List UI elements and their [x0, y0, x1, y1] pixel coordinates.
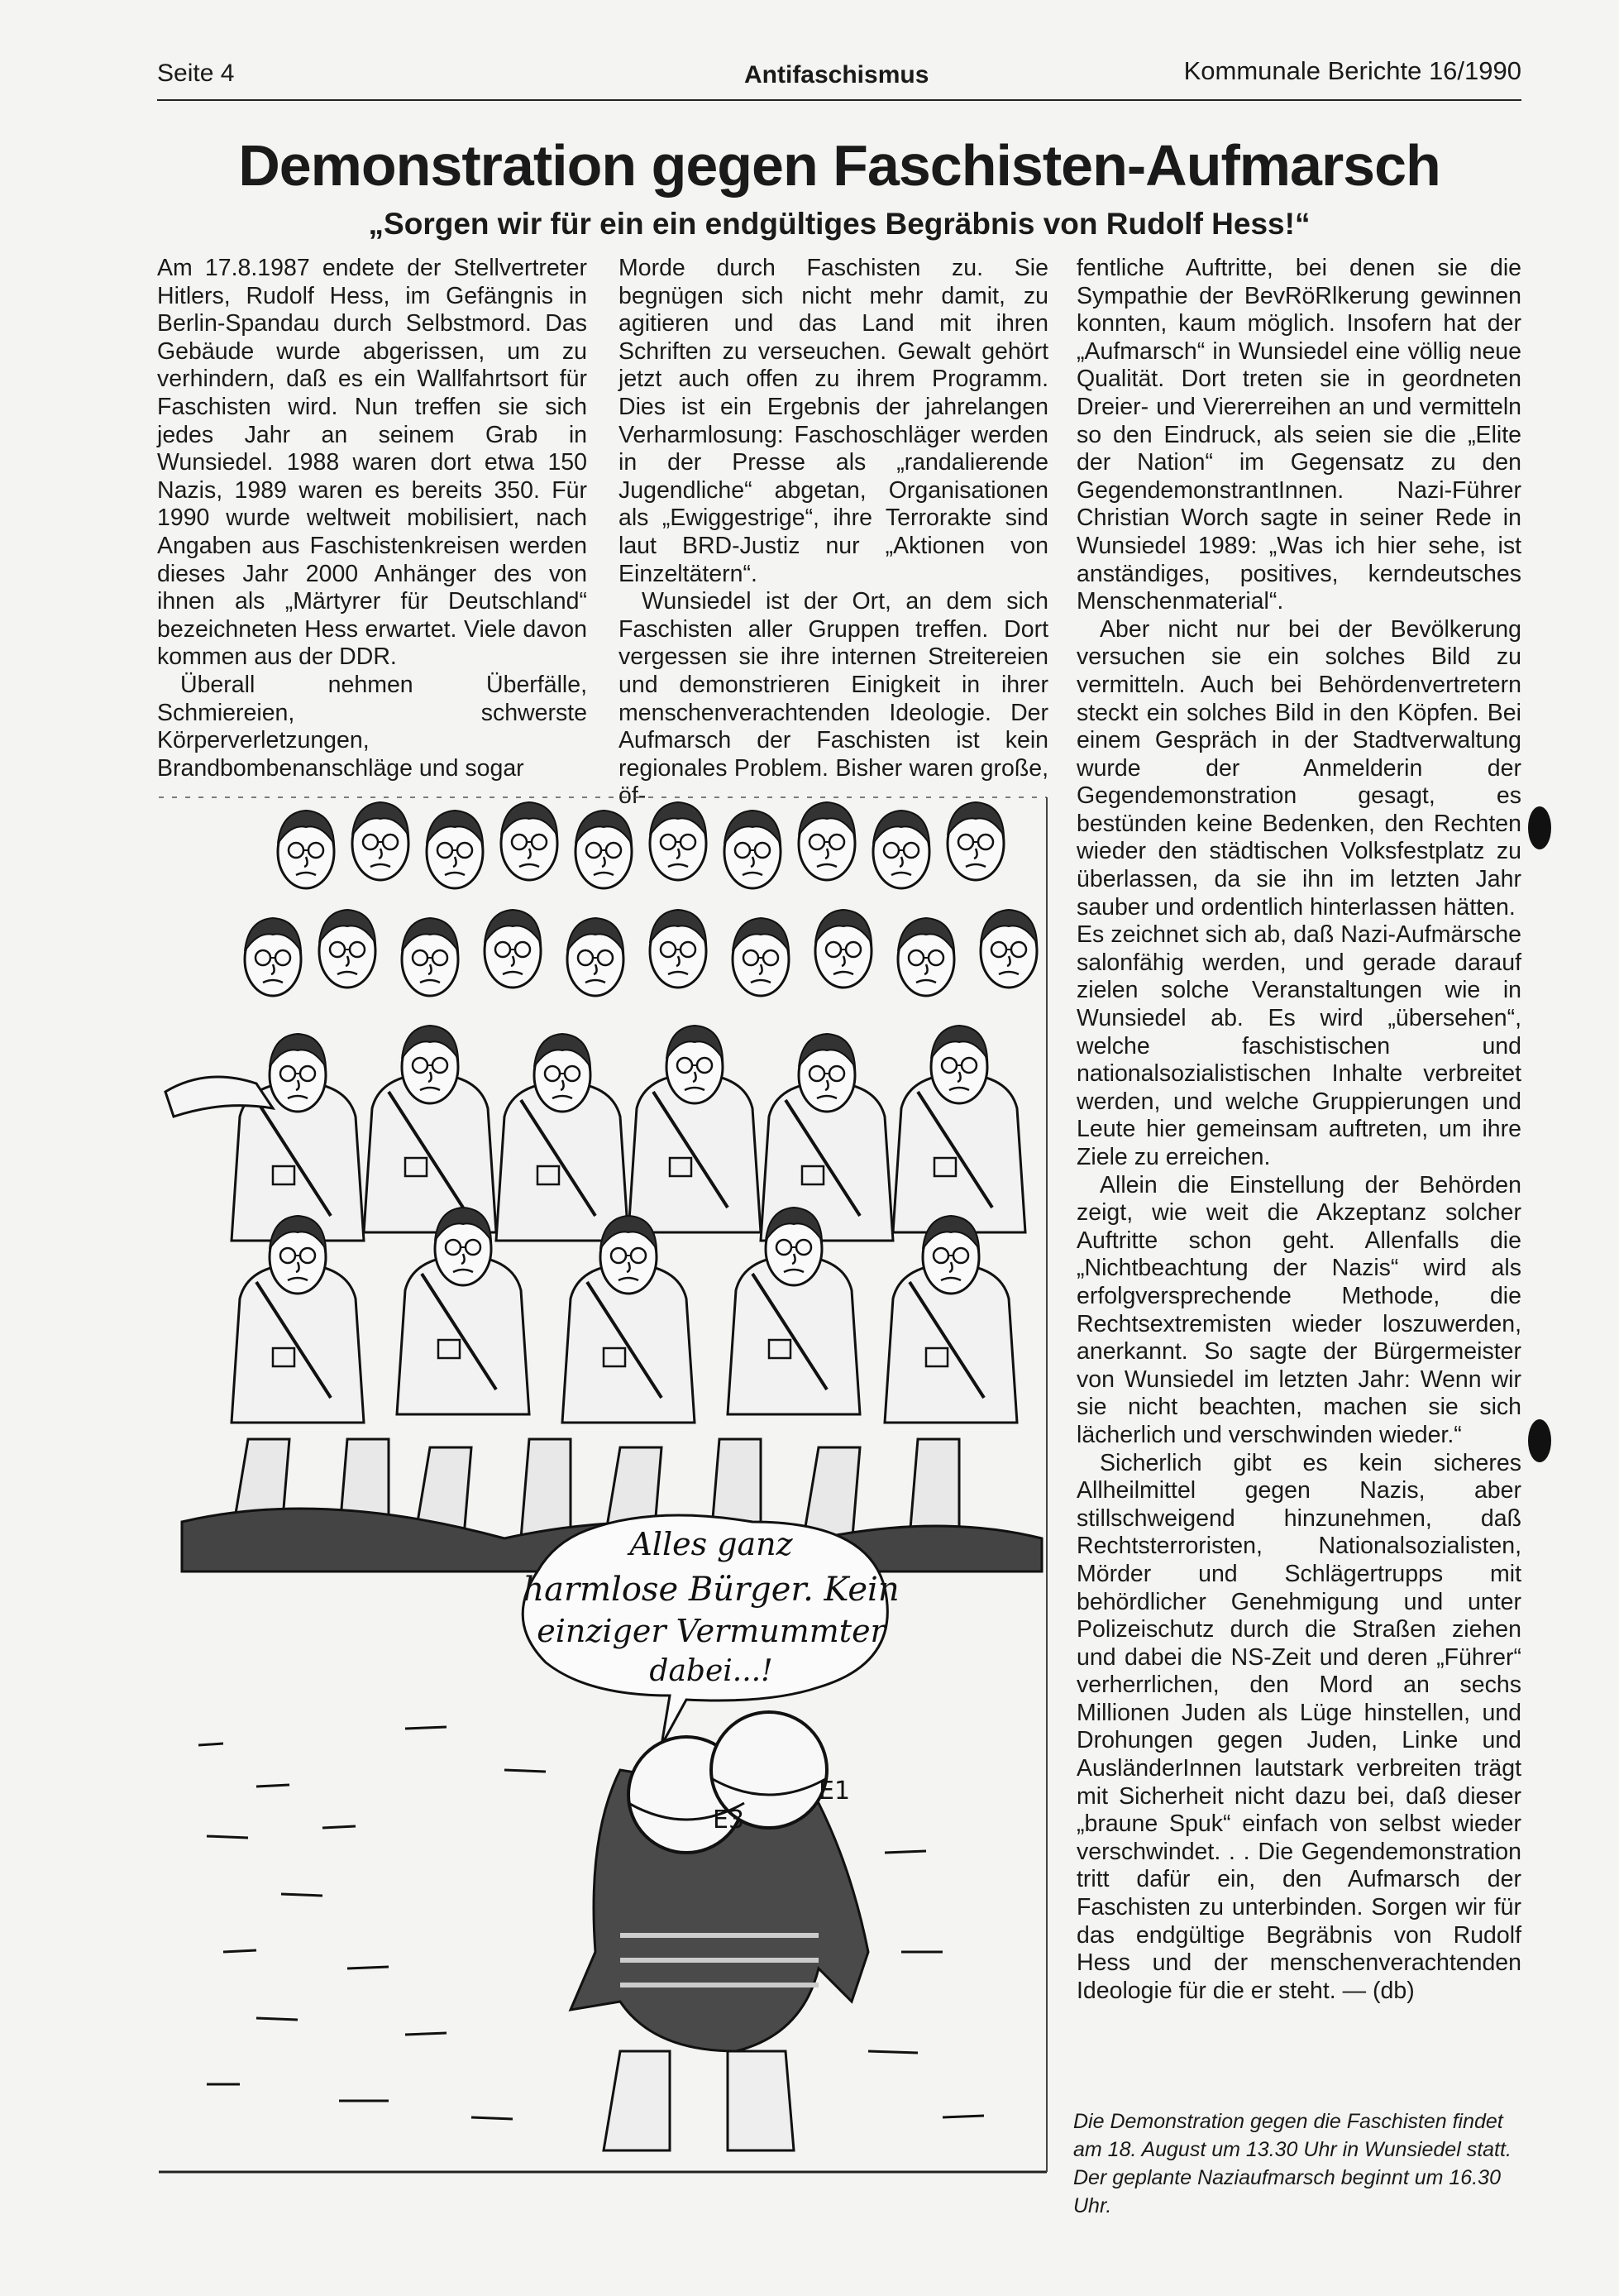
punch-hole — [1528, 1419, 1551, 1462]
paragraph: Allein die Einstellung der Behörden zeigt, wie weit die Akzeptanz solcher Auftritte schon geht. Allenfalls die „Nichtbeachtung der Nazis“ wird als erfolgversprechende Methode, die Rechtsextremisten wieder loszuwerden, anerkannt. So sagte der Bürgermeister von Wunsiedel im letzten Jahr: Wenn wir sie nicht beachten, machen sie sich lächerlich und verschwinden wieder.“ — [1077, 1171, 1521, 1448]
section-title: Antifaschismus — [744, 61, 929, 88]
article-headline: Demonstration gegen Faschisten-Aufmarsch — [238, 133, 1440, 198]
article-subheadline: „Sorgen wir für ein ein endgültiges Begräbnis von Rudolf Hess!“ — [368, 207, 1311, 241]
paragraph: fentliche Auftritte, bei denen sie die Sympathie der BevRöRlkerung gewinnen konnten, kaum möglich. Insofern hat der „Aufmarsch“ in Wunsiedel eine völlig neue Qualität. Dort treten sie in geordneten Dreier- und Viererreihen an und vermitteln so den Eindruck, als seien sie die „Elite der Nation“ im Gegensatz zu den GegendemonstrantInnen. Nazi-Führer Christian Worch sagte in seiner Rede in Wunsiedel 1989: „Was ich hier sehe, ist anständiges, positives, kerndeutsches Menschenmaterial“. — [1077, 255, 1521, 615]
helmet-label-e1: E1 — [819, 1777, 851, 1806]
paragraph: Überall nehmen Überfälle, Schmiereien, schwerste Körperverletzungen, Brandbombenanschläge und sogar — [157, 671, 587, 782]
paragraph: Es zeichnet sich ab, daß Nazi-Aufmärsche salonfähig werden, und gerade darauf zielen solche Veranstaltungen wie in Wunsiedel ab. Es wird „übersehen“, welche faschistischen und nationalsozialistischen Inhalte verbreitet werden, und welche Gruppierungen und Leute hier gemeinsam auftreten, um ihre Ziele zu erreichen. — [1077, 921, 1521, 1170]
paragraph: Morde durch Faschisten zu. Sie begnügen sich nicht mehr damit, zu agitieren und das Land mit ihren Schriften zu verseuchen. Gewalt gehört jetzt auch offen zu ihrem Programm. Dies ist ein Ergebnis der jahrelangen Verharmlosung: Faschoschläger werden in der Presse als „randalierende Jugendliche“ abgetan, Organisationen als „Ewiggestrige“, ihre Terrorakte sind laut BRD-Justiz nur „Aktionen von Einzeltätern“. — [618, 255, 1048, 587]
paragraph: Am 17.8.1987 endete der Stellvertreter Hitlers, Rudolf Hess, im Gefängnis in Berlin-Spandau durch Selbstmord. Das Gebäude wurde abgerissen, um zu verhindern, daß es ein Wallfahrtsort für Faschisten wird. Nun treffen sie sich jedes Jahr an seinem Grab in Wunsiedel. 1988 waren dort etwa 150 Nazis, 1989 waren es bereits 350. Für 1990 wurde weltweit mobilisiert, nach Angaben aus Faschistenkreisen werden dieses Jahr 2000 Anhänger des von ihnen als „Märtyrer für Deutschland“ bezeichneten Hess erwartet. Viele davon kommen aus der DDR. — [157, 255, 587, 671]
page-header — [157, 50, 1521, 101]
text-column-2 — [618, 255, 1048, 811]
paragraph: Sicherlich gibt es kein sicheres Allheilmittel gegen Nazis, aber stillschweigend hinzunehmen, daß Rechtsterroristen, Nationalsozialisten, Mörder und Schlägertrupps mit behördlicher Genehmigung und unter Polizeischutz durch die Straßen ziehen und dabei die NS-Zeit und deren „Führer“ verherrlichen, den Mord an sechs Millionen Juden als Lüge hinstellen, und Drohungen gegen Juden, Linke und AusländerInnen lautstark verbreiten trägt mit Sicherheit nicht dazu bei, daß dieser „braune Spuk“ einfach von selbst wieder verschwindet. . . Die Gegendemonstration tritt dafür ein, den Aufmarsch der Faschisten zu unterbinden. Sorgen wir für das endgültige Begräbnis von Rudolf Hess und der menschenverachtenden Ideologie für die er steht. — (db) — [1077, 1449, 1521, 2004]
event-caption: Die Demonstration gegen die Faschisten findet am 18. August um 13.30 Uhr in Wunsiedel statt. Der geplante Naziaufmarsch beginnt um 16.30 Uhr. — [1073, 2110, 1512, 2217]
cartoon-illustration — [157, 794, 1048, 2175]
crowd-row-3 — [232, 1026, 1025, 1241]
helmet-label-e3: E3 — [713, 1806, 745, 1834]
speech-line-1: Alles ganz — [629, 1526, 793, 1562]
paragraph: Aber nicht nur bei der Bevölkerung versuchen sie ein solches Bild zu vermitteln. Auch bei Behördenvertretern steckt ein solches Bild in den Köpfen. Bei einem Gespräch in der Stadtverwaltung wurde der Anmelderin der Gegendemonstration gesagt, es bestünden keine Bedenken, den Rechten wieder den städtischen Volksfestplatz zu überlassen, da sie ihn im letzten Jahr sauber und ordentlich hinterlassen hätten. — [1077, 615, 1521, 921]
helmeted-figures — [571, 1712, 868, 2150]
punch-hole — [1528, 806, 1551, 849]
speech-bubble — [523, 1515, 899, 1745]
paragraph: Wunsiedel ist der Ort, an dem sich Faschisten aller Gruppen treffen. Dort vergessen sie ihre internen Streitereien und demonstrieren Einigkeit in ihrer menschenverachtenden Ideologie. Der Aufmarsch der Faschisten ist kein regionales Problem. Bisher waren große, öf- — [618, 588, 1048, 810]
speech-line-4: dabei...! — [649, 1654, 773, 1688]
ground-marks — [198, 1727, 984, 2119]
issue-label: Kommunale Berichte 16/1990 — [1183, 56, 1521, 85]
page-number: Seite 4 — [157, 60, 235, 87]
speech-line-2: harmlose Bürger. Kein — [523, 1571, 900, 1609]
text-column-3 — [1077, 255, 1521, 2005]
text-column-1 — [157, 255, 587, 782]
speech-line-3: einziger Vermummter — [537, 1613, 886, 1649]
crowd-back-row — [278, 802, 1004, 888]
crowd-row-2 — [245, 910, 1037, 996]
